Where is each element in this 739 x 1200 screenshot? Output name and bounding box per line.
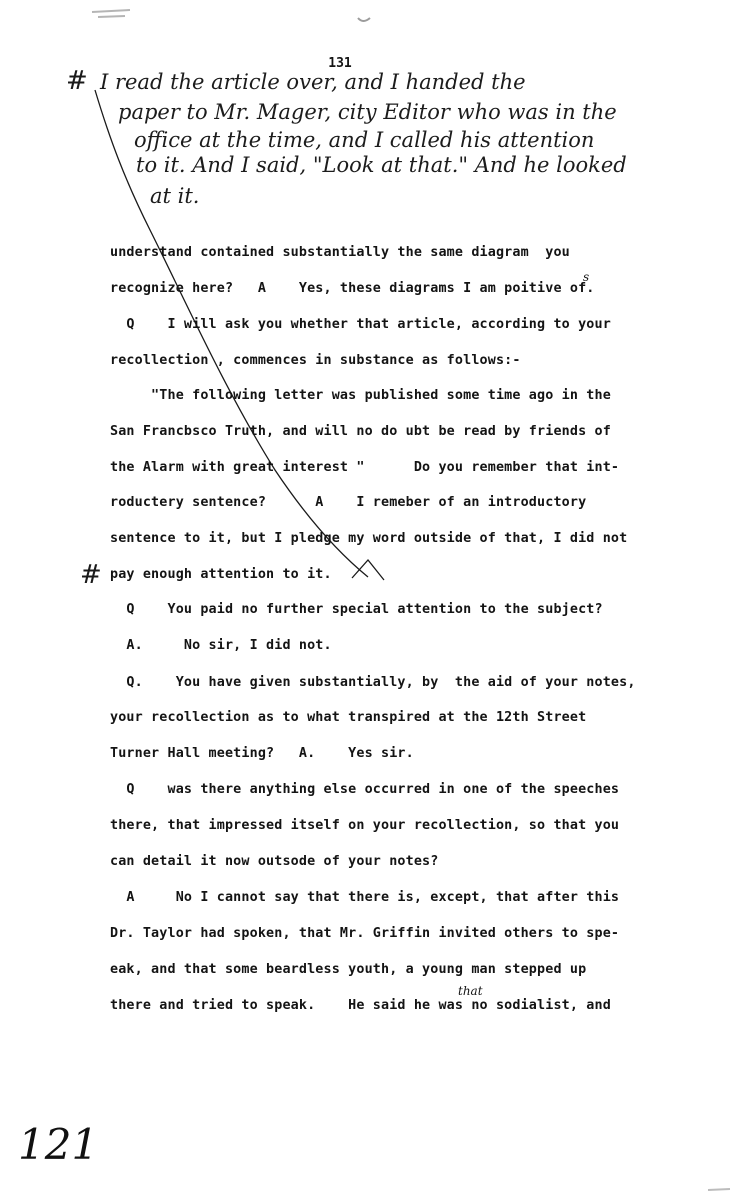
typed-line: roductery sentence? A I remeber of an introductory (110, 495, 587, 510)
handwritten-line: at it. (150, 184, 200, 208)
scan-smudge (92, 10, 130, 17)
typed-line: San Francbsco Truth, and will no do ubt be read by friends of (110, 424, 611, 439)
typed-line: Q was there anything else occurred in one of the speeches (110, 782, 620, 797)
insert-marker-lower: # (80, 560, 102, 590)
typed-line: your recollection as to what transpired at the 12th Street (110, 710, 587, 725)
typed-line: eak, and that some beardless youth, a young man stepped up (110, 962, 587, 977)
typed-line: pay enough attention to it. (110, 567, 332, 582)
typed-line: there and tried to speak. He said he was no sodialist, and (110, 998, 611, 1013)
handwritten-line: office at the time, and I called his attention (134, 128, 595, 152)
page-number: 131 (328, 56, 352, 71)
scan-smudge (708, 1189, 730, 1190)
typed-line: A. No sir, I did not. (110, 638, 332, 653)
typed-line: Q You paid no further special attention to the subject? (110, 602, 603, 617)
interlinear-correction: that (458, 984, 483, 998)
typed-line: Turner Hall meeting? A. Yes sir. (110, 746, 414, 761)
insert-marker-upper: # (66, 66, 88, 96)
handwritten-line: paper to Mr. Mager, city Editor who was in the (118, 100, 617, 124)
typed-line: recollection , commences in substance as follows:- (110, 353, 521, 368)
scan-smudge (358, 18, 370, 21)
typed-line: can detail it now outsode of your notes? (110, 854, 439, 869)
typed-line: "The following letter was published some time ago in the (110, 388, 611, 403)
typed-line: sentence to it, but I pledge my word outside of that, I did not (110, 531, 628, 546)
handwritten-line: to it. And I said, "Look at that." And he looked (136, 153, 627, 177)
typed-line: A No I cannot say that there is, except, that after this (110, 890, 620, 905)
typed-line: there, that impressed itself on your recollection, so that you (110, 818, 620, 833)
interlinear-correction: s (583, 270, 590, 284)
typed-line: Q I will ask you whether that article, according to your (110, 317, 611, 332)
typed-line: recognize here? A Yes, these diagrams I am poitive of. (110, 281, 595, 296)
typed-line: Q. You have given substantially, by the aid of your notes, (110, 675, 636, 690)
typed-line: the Alarm with great interest " Do you remember that int- (110, 460, 620, 475)
typed-line: understand contained substantially the same diagram you (110, 245, 570, 260)
typed-line: Dr. Taylor had spoken, that Mr. Griffin invited others to spe- (110, 926, 620, 941)
handwritten-line: I read the article over, and I handed the (100, 70, 526, 94)
folio-number: 121 (18, 1120, 99, 1169)
